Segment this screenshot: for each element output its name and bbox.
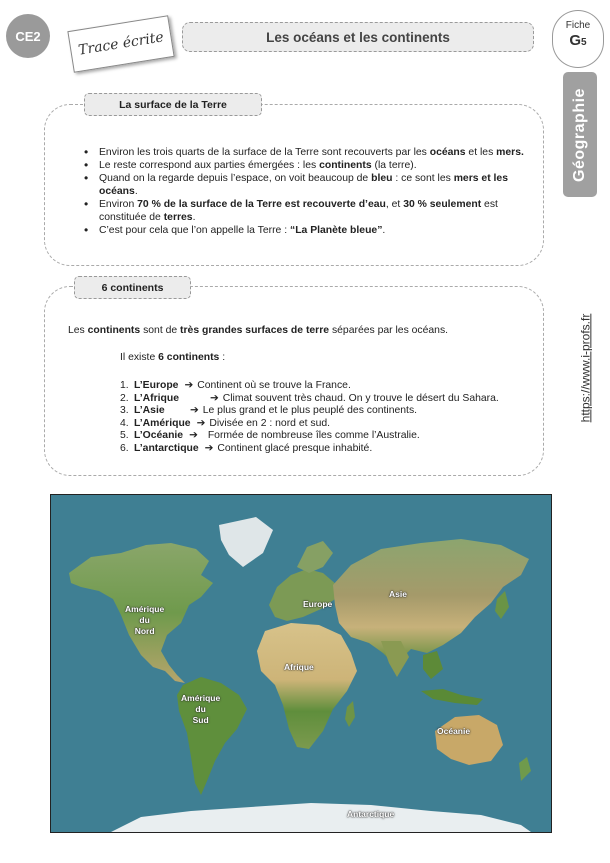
page-title: Les océans et les continents — [182, 22, 534, 52]
world-map — [50, 494, 552, 833]
website-text[interactable]: https://www.i-profs.fr — [578, 313, 593, 422]
section-surface-title: La surface de la Terre — [84, 93, 262, 116]
list-item: 3. L’Asie ➔ Le plus grand et le plus peuplé des continents. — [120, 405, 418, 417]
subject-label: Géographie — [571, 87, 588, 182]
label-antarctica: Antarctique — [347, 809, 395, 819]
level-badge: CE2 — [6, 14, 50, 58]
fiche-number: 5 — [581, 37, 587, 48]
label-europe: Europe — [303, 599, 333, 609]
list-item: 1. L’Europe ➔ Continent où se trouve la France. — [120, 380, 351, 391]
fiche-label: Fiche — [565, 20, 591, 31]
list-item: • Environ 70 % de la surface de la Terre est recouverte d’eau, et 30 % seulement est constituée de terres. — [82, 198, 537, 224]
continents-count: Il existe 6 continents : — [120, 352, 226, 363]
label-oceania: Océanie — [437, 726, 471, 736]
label-south-america: Amérique du Sud — [181, 693, 221, 725]
label-africa: Afrique — [284, 662, 314, 672]
section-continents-title: 6 continents — [74, 276, 191, 299]
surface-list — [82, 146, 537, 237]
fiche-code — [553, 32, 603, 49]
subject-tab — [563, 72, 597, 197]
continents-intro: Les continents sont de très grandes surfaces de terre séparées par les océans. — [68, 325, 449, 336]
website-link[interactable] — [573, 300, 597, 435]
list-item: • Le reste correspond aux parties émergées : les continents (la terre). — [82, 159, 537, 172]
label-north-america: Amérique du Nord — [125, 604, 165, 636]
list-item: • Quand on la regarde depuis l’espace, on voit beaucoup de bleu : ce sont les mers et les océans. — [82, 172, 537, 198]
list-item: 5. L’Océanie ➔ Formée de nombreuse îles comme l’Australie. — [120, 430, 420, 442]
list-item: • C’est pour cela que l’on appelle la Terre : “La Planète bleue”. — [82, 224, 537, 237]
list-item: 6. L’antarctique ➔ Continent glacé presque inhabité. — [120, 442, 373, 454]
trace-ecrite-label: Trace écrite — [67, 15, 174, 72]
fiche-letter: G — [569, 32, 582, 49]
continents-list — [120, 380, 499, 456]
label-asia: Asie — [389, 589, 407, 599]
list-item: • Environ les trois quarts de la surface de la Terre sont recouverts par les océans et les mers. — [82, 146, 537, 159]
fiche-badge — [552, 10, 604, 68]
list-item: 2. L’Afrique ➔ Climat souvent très chaud. On y trouve le désert du Sahara. — [120, 392, 499, 404]
list-item: 4. L’Amérique ➔ Divisée en 2 : nord et sud. — [120, 417, 331, 429]
